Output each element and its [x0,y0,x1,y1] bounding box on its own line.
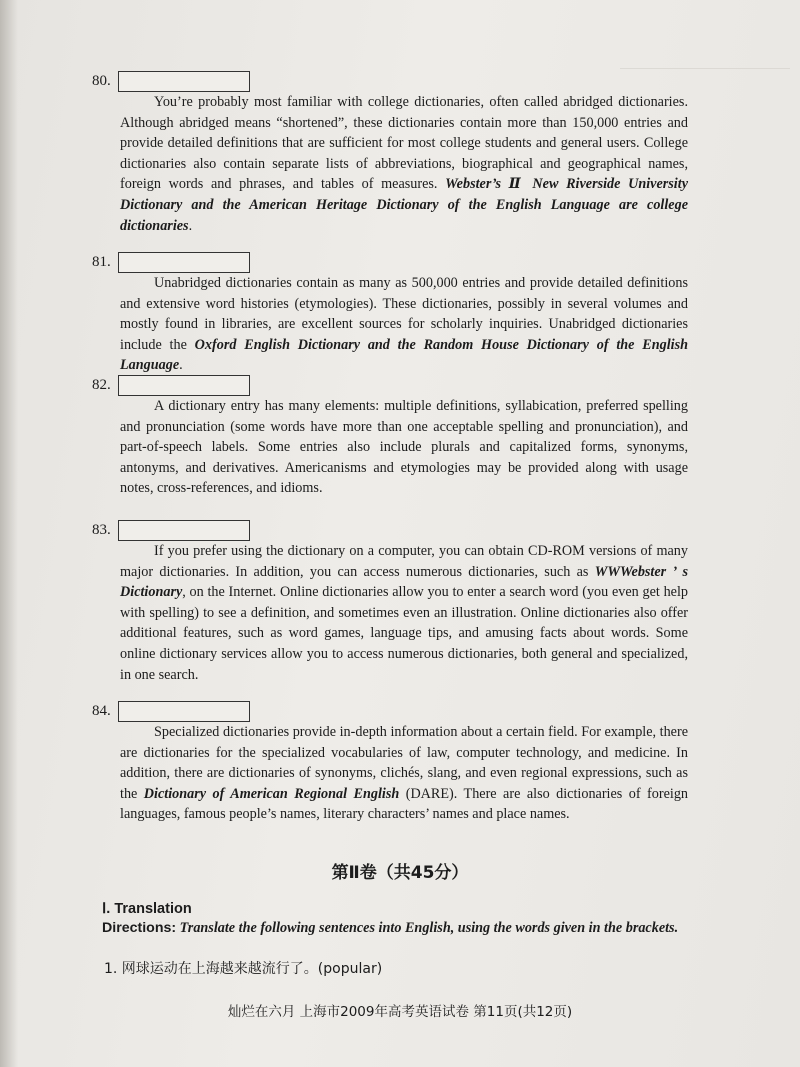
passage-80: You’re probably most familiar with college dictionaries, often called abridged dictionaries. Although abridged means “shortened”, these dictionaries contain more than 150,000 entries and provide detailed definitions that are sufficient for most college students and general users. College dictionaries also contain separate lists of abbreviations, biographical and geographical names, foreign words and phrases, and tables of measures. Webster’s Ⅱ New Riverside University Dictionary and the American Heritage Dictionary of the English Language are college dictionaries. [120,94,688,234]
directions [102,918,692,938]
answer-box-83[interactable] [118,520,250,541]
passage-83: If you prefer using the dictionary on a computer, you can obtain CD-ROM versions of many major dictionaries. In addition, you can access numerous dictionaries, such as WWWebster ’ s Dictionary, on the Internet. Online dictionaries allow you to enter a search word (you even get help with spelling) to see a definition, and sometimes even an illustration. Online dictionaries also offer additional features, such as word games, language tips, and amusing facts about words. Some online dictionary services allow you to access numerous dictionaries, both general and specialized, in one search. [120,543,688,683]
passage-84: Specialized dictionaries provide in-depth information about a certain field. For example, there are dictionaries for the specialized vocabularies of law, computer technology, and medicine. In addition, there are dictionaries of synonyms, clichés, slang, and even regional expressions, such as the Dictionary of American Regional English (DARE). There are also dictionaries of foreign languages, famous people’s names, literary characters’ names and place names. [120,724,689,823]
question-80 [92,70,692,236]
question-81 [92,251,692,376]
page-edge-shadow [0,0,18,1067]
part-heading: Ⅰ. Translation [102,901,192,917]
directions-label: Directions: [102,920,177,936]
section-title: 第Ⅱ卷（共45分） [331,863,469,883]
question-number: 84. [92,702,111,719]
translation-item-1: 1. 网球运动在上海越来越流行了。(popular) [104,961,383,977]
question-number: 82. [92,376,111,393]
answer-box-82[interactable] [118,375,250,396]
answer-box-80[interactable] [118,71,250,92]
answer-box-84[interactable] [118,701,250,722]
question-number: 81. [92,253,111,270]
directions-text: Translate the following sentences into English, using the words given in the brackets. [179,920,679,936]
question-84 [92,700,692,825]
question-number: 83. [92,521,111,538]
page-footer: 灿烂在六月 上海市2009年高考英语试卷 第11页(共12页) [227,1004,573,1020]
passage-82: A dictionary entry has many elements: multiple definitions, syllabication, preferred spelling and pronunciation (some words have more than one acceptable spelling and pronunciation), and part-of-speech labels. Some entries also include plurals and capitalized forms, synonyms, antonyms, and derivatives. Americanisms and etymologies may be provided along with usage notes, cross-references, and idioms. [120,398,688,497]
question-82 [92,374,692,499]
question-83 [92,519,692,685]
passage-81: Unabridged dictionaries contain as many as 500,000 entries and provide detailed definitions and extensive word histories (etymologies). These dictionaries, possibly in several volumes and mostly found in libraries, are excellent sources for scholarly inquiries. Unabridged dictionaries include the Oxford English Dictionary and the Random House Dictionary of the English Language. [120,275,688,374]
question-number: 80. [92,72,111,89]
answer-box-81[interactable] [118,252,250,273]
